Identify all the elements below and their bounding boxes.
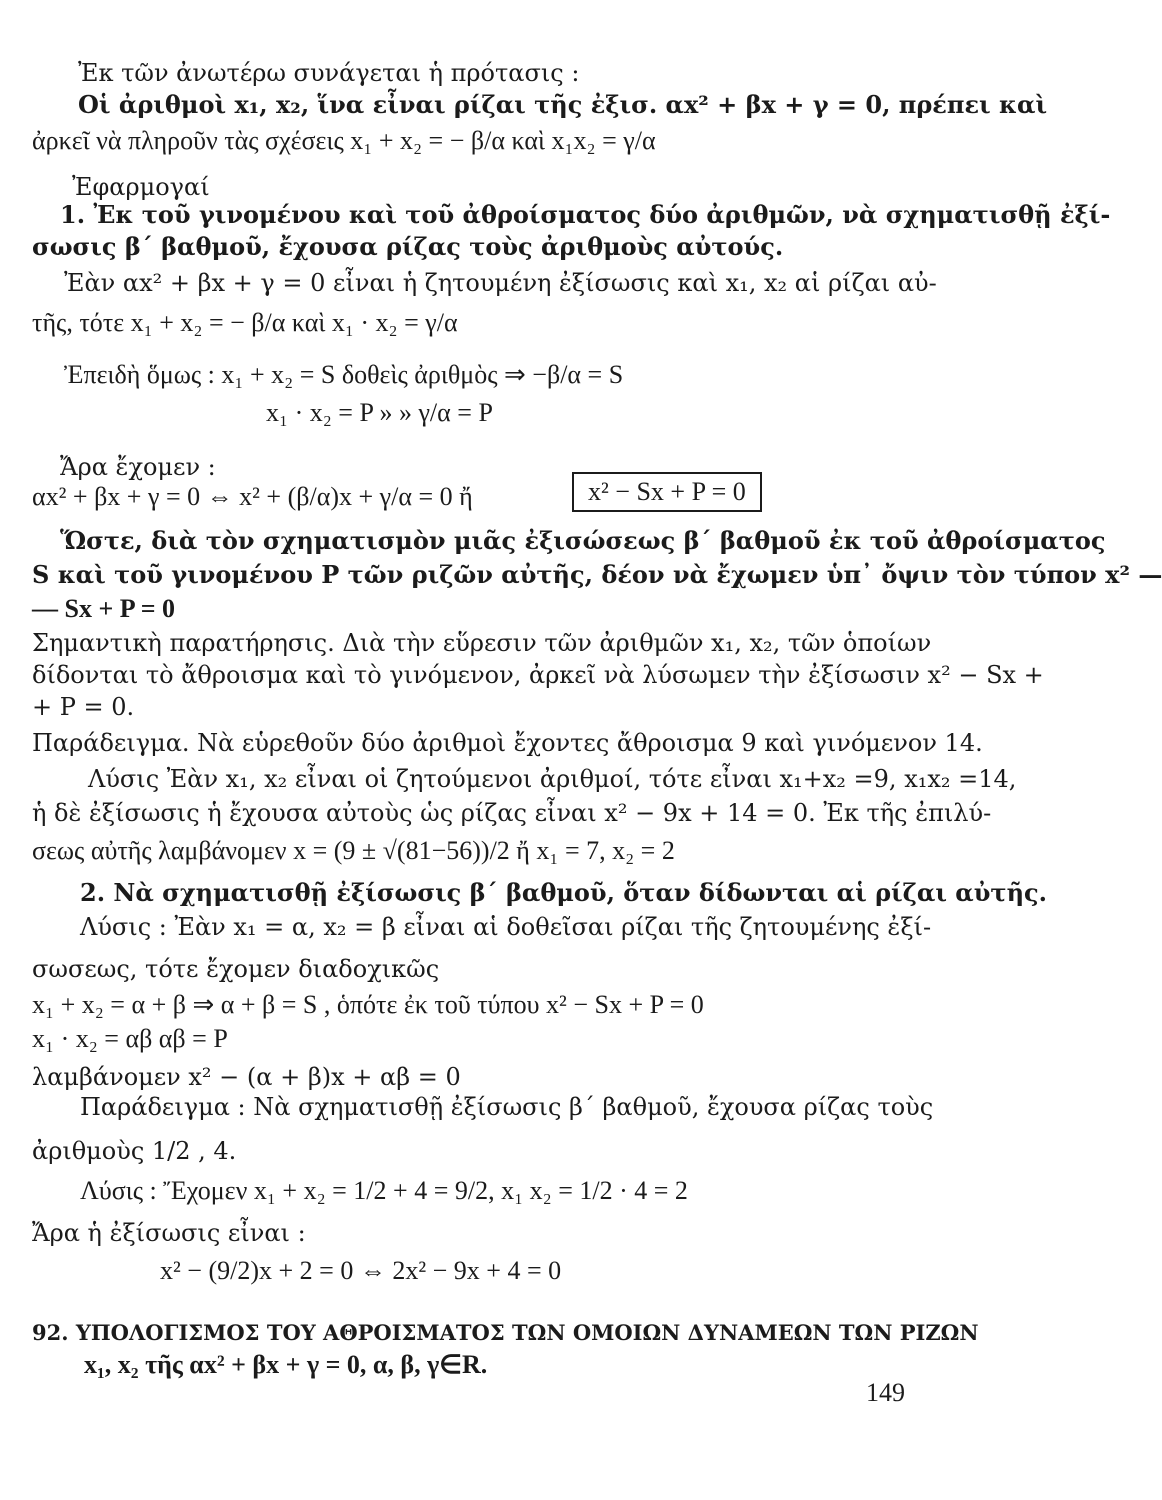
conclusion-line: Ὥστε, διὰ τὸν σχηματισμὸν μιᾶς ἐξισώσεως β΄ βαθμοῦ ἐκ τοῦ ἀθροίσματος [60,526,1106,555]
conclusion-formula: — Sx + P = 0 [32,594,176,623]
applications-heading: Ἐφαρμογαί [72,173,210,201]
example-line: Παράδειγμα. Νὰ εὑρεθοῦν δύο ἀριθμοὶ ἔχοντες ἄθροισμα 9 καὶ γινόμενον 14. [32,729,983,757]
application-2-title: 2. Νὰ σχηματισθῇ ἐξίσωσις β΄ βαθμοῦ, ὅταν δίδωνται αἱ ρίζαι αὐτῆς. [80,878,1047,907]
equation-line: x₁ · x₂ = αβ αβ = P [32,1024,228,1053]
text-line: ἡ δὲ ἐξίσωσις ἡ ἔχουσα αὐτοὺς ὡς ρίζας εἶναι x² − 9x + 14 = 0. Ἐκ τῆς ἐπιλύ- [32,799,992,827]
section-92-title: 92. ΥΠΟΛΟΓΙΣΜΟΣ ΤΟΥ ΑΘΡΟΙΣΜΑΤΟΣ ΤΩΝ ΟΜΟΙΩΝ ΔΥΝΑΜΕΩΝ ΤΩΝ ΡΙΖΩΝ [32,1320,979,1345]
theorem-line-1: Οἱ ἀριθμοὶ x₁, x₂, ἵνα εἶναι ρίζαι τῆς ἐξισ. αx² + βx + γ = 0, πρέπει καὶ [78,90,1048,119]
example-line: Παράδειγμα : Νὰ σχηματισθῇ ἐξίσωσις β΄ βαθμοῦ, ἔχουσα ρίζας τοὺς [80,1093,934,1121]
solution-line: Λύσις : Ἐὰν x₁ = α, x₂ = β εἶναι αἱ δοθεῖσαι ρίζαι τῆς ζητουμένης ἐξί- [80,913,932,941]
equation-line: x₁ · x₂ = P » » γ/α = P [266,398,493,427]
conclusion-line-cont: S καὶ τοῦ γινομένου P τῶν ριζῶν αὐτῆς, δέον νὰ ἔχωμεν ὑπ᾽ ὄψιν τὸν τύπον x² — [32,560,1162,589]
equation-line: αx² + βx + γ = 0 ⇔ x² + (β/α)x + γ/α = 0 ἤ [32,482,473,511]
text-line: Ἐὰν αx² + βx + γ = 0 εἶναι ἡ ζητουμένη ἐξίσωσις καὶ x₁, x₂ αἱ ρίζαι αὐ- [64,269,937,297]
solution-line: Λύσις Ἐὰν x₁, x₂ εἶναι οἱ ζητούμενοι ἀριθμοί, τότε εἶναι x₁+x₂ =9, x₁x₂ =14, [88,765,1017,793]
text-line: δίδονται τὸ ἄθροισμα καὶ τὸ γινόμενον, ἀρκεῖ νὰ λύσωμεν τὴν ἐξίσωσιν x² − Sx + [32,661,1044,689]
equation-line: Ἐπειδὴ ὅμως : x₁ + x₂ = S δοθεὶς ἀριθμὸς ⇒ −β/α = S [64,360,624,389]
intro-line: Ἐκ τῶν ἀνωτέρω συνάγεται ἡ πρότασις : [78,59,580,87]
application-1-title-cont: σωσις β΄ βαθμοῦ, ἔχουσα ρίζας τοὺς ἀριθμοὺς αὐτούς. [32,232,784,261]
text-line: + P = 0. [32,693,135,721]
page-number: 149 [866,1378,905,1407]
equation-line: x₁ + x₂ = α + β ⇒ α + β = S , ὁπότε ἐκ τοῦ τύπου x² − Sx + P = 0 [32,990,704,1019]
equation-line: τῆς, τότε x₁ + x₂ = − β/α καὶ x₁ · x₂ = γ/α [32,308,458,337]
text-line: ἀριθμοὺς 1/2 , 4. [32,1137,237,1165]
equation-line: σεως αὐτῆς λαμβάνομεν x = (9 ± √(81−56))/2 ἤ x₁ = 7, x₂ = 2 [32,836,675,865]
text-line: σωσεως, τότε ἔχομεν διαδοχικῶς [32,955,440,983]
text-line: λαμβάνομεν x² − (α + β)x + αβ = 0 [32,1063,461,1091]
remark-line: Σημαντικὴ παρατήρησις. Διὰ τὴν εὕρεσιν τῶν ἀριθμῶν x₁, x₂, τῶν ὁποίων [32,629,932,657]
theorem-line-2: ἀρκεῖ νὰ πληροῦν τὰς σχέσεις x₁ + x₂ = − β/α καὶ x₁x₂ = γ/α [32,126,656,155]
text-line: Ἄρα ἔχομεν : [60,453,216,481]
application-1-title: 1. Ἐκ τοῦ γινομένου καὶ τοῦ ἀθροίσματος δύο ἀριθμῶν, νὰ σχηματισθῇ ἐξί- [60,200,1111,229]
boxed-formula: x² − Sx + P = 0 [572,472,762,512]
equation-line: Λύσις : Ἔχομεν x₁ + x₂ = 1/2 + 4 = 9/2, x₁ x₂ = 1/2 · 4 = 2 [80,1176,688,1205]
text-line: Ἄρα ἡ ἐξίσωσις εἶναι : [32,1219,306,1247]
equation-line: x² − (9/2)x + 2 = 0 ⇔ 2x² − 9x + 4 = 0 [160,1256,562,1285]
section-92-title-cont: x₁, x₂ τῆς αx² + βx + γ = 0, α, β, γ∈R. [84,1350,488,1379]
